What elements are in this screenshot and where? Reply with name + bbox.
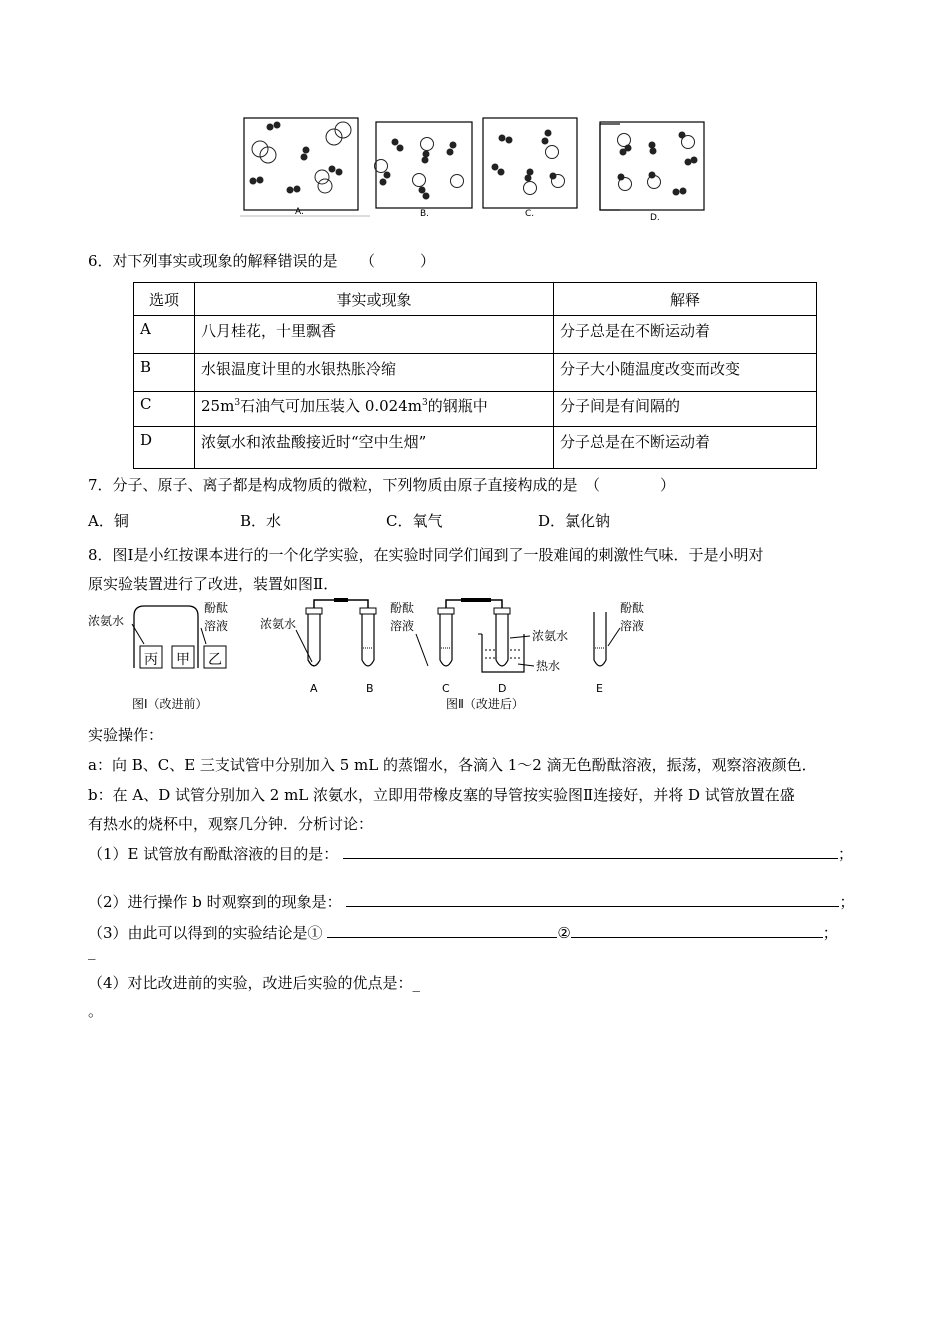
q8-sub4: （4）对比改进前的实验，改进后实验的优点是：_ [88,974,421,992]
table-row [134,392,817,427]
op-b-line1: b：在 A、D 试管分别加入 2 mL 浓氨水，立即用带橡皮塞的导管按实验图Ⅱ连接好，并将 D 试管放置在盛 [88,786,795,804]
fig1-caption: 图Ⅰ（改进前） [132,697,208,711]
q7-option-a: A．铜 [88,512,129,530]
header-fact: 事实或现象 [195,283,554,316]
fig2-label-phenol-e2: 溶液 [620,619,645,633]
header-option: 选项 [134,283,195,316]
tube-label-d: D [498,682,507,695]
op-a: a：向 B、C、E 三支试管中分别加入 5 mL 的蒸馏水，各滴入 1～2 滴无色酚酞溶液，振荡，观察溶液颜色． [88,756,817,774]
q7-option-b: B．水 [240,512,282,530]
fig2-label-phenol2: 溶液 [390,619,415,633]
q8-stem-line1: 8．图Ⅰ是小红按课本进行的一个化学实验，在实验时同学们闻到了一股难闻的刺激性气味．于是小明对 [88,546,764,564]
row-fact: 浓氨水和浓盐酸接近时“空中生烟” [195,427,554,469]
tube-label-e: E [596,682,603,695]
q7-stem: 7．分子、原子、离子都是构成物质的微粒，下列物质由原子直接构成的是 （ ） [88,476,676,494]
row-option: D [134,427,195,469]
row-option: C [134,392,195,427]
q8-sub1 [88,843,853,864]
figure-2 [256,598,666,716]
circle-two: ② [557,924,571,942]
fig1-label-phenol1: 酚酞 [204,601,229,615]
fig2-label-ammonia2: 浓氨水 [532,629,569,643]
label-b: B. [420,209,430,219]
row-fact: 八月桂花，十里飘香 [195,316,554,354]
fig2-label-hotwater: 热水 [536,659,561,673]
beaker-jia: 甲 [176,652,190,668]
answer-blank-3b[interactable] [571,922,823,938]
box-c [483,118,577,219]
row-explanation: 分子间是有间隔的 [554,392,817,427]
row-option: A [134,316,195,354]
tube-label-c: C [442,682,450,695]
superscript: 3 [234,398,241,408]
end-mark: 。 [88,1002,104,1020]
q8-sub1-text: （1）E 试管放有酚酞溶液的目的是： [88,845,339,863]
row-fact: 水银温度计里的水银热胀冷缩 [195,354,554,392]
q8-stem-line2: 原实验装置进行了改进，装置如图Ⅱ． [88,575,339,593]
table-row [134,316,817,354]
row-explanation: 分子大小随温度改变而改变 [554,354,817,392]
fig2-label-phenol1: 酚酞 [390,601,415,615]
row-option: B [134,354,195,392]
label-d: D. [650,213,660,223]
figure-1 [84,598,254,716]
fig1-label-phenol2: 溶液 [204,619,229,633]
superscript: 3 [421,398,428,408]
stray-underscore: _ [88,942,96,960]
fig2-caption: 图Ⅱ（改进后） [446,697,524,711]
semicolon: ； [838,845,854,863]
semicolon: ； [839,893,855,911]
q8-sub3 [88,922,838,943]
tube-label-b: B [366,682,374,695]
box-b [375,122,473,219]
answer-blank-1[interactable] [343,843,838,859]
row-fact [195,392,554,427]
q8-sub3-text: （3）由此可以得到的实验结论是① [88,924,323,942]
beaker-bing: 丙 [144,652,158,668]
fact-part: 石油气可加压装入 0.024m [240,397,422,415]
fig2-label-phenol-e1: 酚酞 [620,601,645,615]
answer-blank-2[interactable] [346,891,839,907]
tube-label-a: A [310,682,318,695]
q6-table [133,282,817,469]
molecule-box-d [598,120,710,224]
label-a: A. [295,207,304,217]
label-c: C. [525,209,535,219]
semicolon: ； [822,924,838,942]
row-explanation: 分子总是在不断运动着 [554,427,817,469]
op-title: 实验操作： [88,726,164,744]
table-header [134,283,817,316]
fig2-label-ammonia: 浓氨水 [260,617,297,631]
molecule-figure [240,112,620,224]
box-a [240,118,370,217]
answer-blank-3a[interactable] [327,922,557,938]
row-explanation: 分子总是在不断运动着 [554,316,817,354]
table-row [134,354,817,392]
q6-stem: 6．对下列事实或现象的解释错误的是 （ ） [88,252,436,270]
q7-option-d: D．氯化钠 [538,512,611,530]
fig1-label-ammonia: 浓氨水 [88,614,125,628]
beaker-yi: 乙 [208,652,222,668]
op-b-line2: 有热水的烧杯中，观察几分钟．分析讨论： [88,815,374,833]
header-explanation: 解释 [554,283,817,316]
fact-part: 25m [201,397,235,415]
q7-option-c: C．氧气 [386,512,443,530]
table-row [134,427,817,469]
q8-sub2-text: （2）进行操作 b 时观察到的现象是： [88,893,342,911]
fact-part: 的钢瓶中 [427,397,488,415]
q8-sub2 [88,891,854,912]
